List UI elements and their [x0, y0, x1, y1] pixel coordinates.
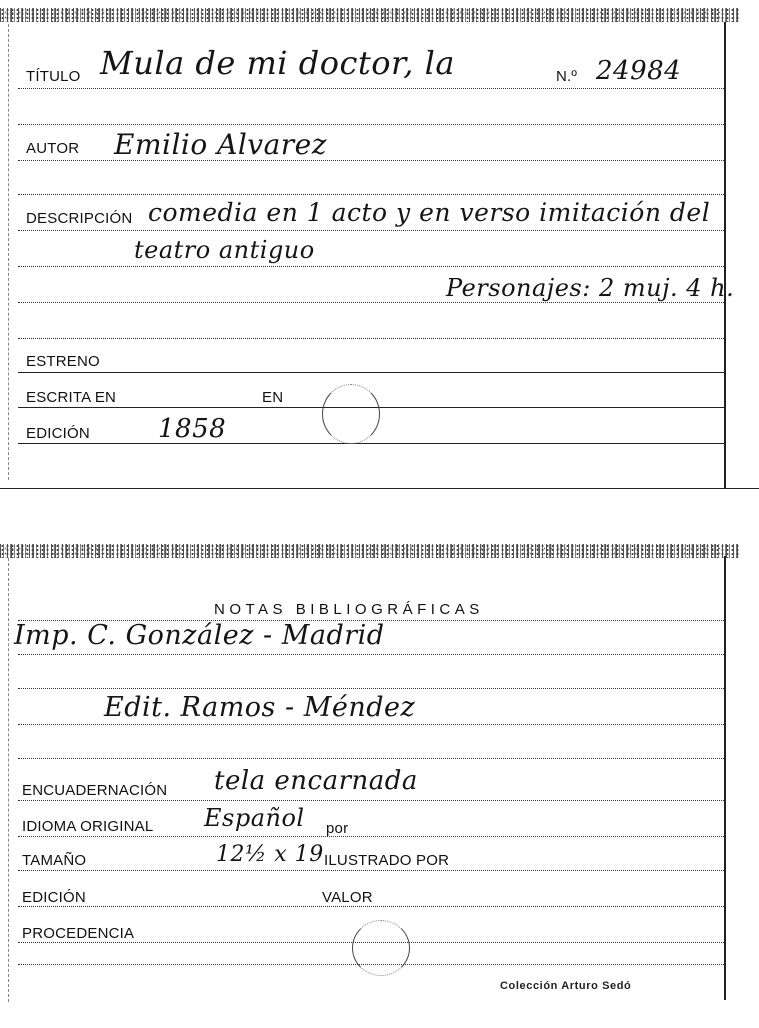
punch-hole-mark — [322, 384, 380, 444]
autor-value: Emilio Alvarez — [114, 128, 328, 161]
en-label: EN — [262, 389, 284, 406]
rule-edicion-2 — [18, 906, 724, 907]
descripcion-label: DESCRIPCIÓN — [26, 210, 133, 227]
edicion-label: EDICIÓN — [26, 425, 90, 442]
card-right-edge — [724, 22, 726, 488]
tamano-value: 12½ x 19 — [216, 842, 324, 867]
rule-estreno — [18, 372, 724, 373]
rule-blank-4 — [18, 338, 724, 339]
personajes-note: Personajes: 2 muj. 4 h. — [446, 274, 735, 302]
rule-descripcion-2 — [18, 266, 724, 267]
rule-titulo — [18, 88, 724, 89]
notas-line2: Edit. Ramos - Méndez — [104, 692, 416, 723]
escrita-label: ESCRITA EN — [26, 389, 117, 406]
rule-tamano — [18, 870, 724, 871]
rule-blank-1 — [18, 124, 724, 125]
card-top-edge — [0, 8, 740, 22]
edicion-label-2: EDICIÓN — [22, 889, 86, 906]
numero-label: N.º — [556, 68, 578, 85]
titulo-label: TÍTULO — [26, 68, 81, 85]
encuadernacion-label: ENCUADERNACIÓN — [22, 782, 168, 799]
ilustrado-label: ILUSTRADO POR — [324, 852, 450, 869]
titulo-value: Mula de mi doctor, la — [100, 44, 455, 82]
descripcion-line1: comedia en 1 acto y en verso imitación del — [148, 198, 711, 227]
collection-credit: Colección Arturo Sedó — [500, 980, 632, 992]
idioma-label: IDIOMA ORIGINAL — [22, 818, 154, 835]
tamano-label: TAMAÑO — [22, 852, 87, 869]
card-left-edge-2 — [8, 558, 9, 1002]
idioma-value: Español — [204, 804, 305, 832]
rule-blank-3 — [18, 302, 724, 303]
catalog-card-back — [0, 540, 740, 1010]
edicion-value: 1858 — [158, 414, 227, 444]
autor-label: AUTOR — [26, 140, 80, 157]
notas-line1: Imp. C. González - Madrid — [14, 620, 385, 651]
procedencia-label: PROCEDENCIA — [22, 925, 135, 942]
rule-descripcion — [18, 230, 724, 231]
rule-autor — [18, 160, 724, 161]
catalog-card-front — [0, 0, 740, 488]
card-divider — [0, 488, 759, 489]
rule-edicion — [18, 443, 724, 444]
por-label: por — [326, 820, 349, 837]
estreno-label: ESTRENO — [26, 353, 100, 370]
rule-idioma — [18, 836, 724, 837]
card-right-edge-2 — [724, 556, 726, 1000]
punch-hole-mark-2 — [352, 920, 410, 976]
card-left-edge — [8, 24, 9, 480]
notas-heading: NOTAS BIBLIOGRÁFICAS — [214, 601, 484, 618]
rule-notas-1 — [18, 654, 724, 655]
descripcion-line2: teatro antiguo — [134, 236, 315, 264]
encuadernacion-value: tela encarnada — [214, 766, 418, 796]
rule-encuadernacion — [18, 800, 724, 801]
card-top-edge-2 — [0, 544, 740, 558]
rule-notas-4 — [18, 758, 724, 759]
rule-blank-2 — [18, 194, 724, 195]
valor-label: VALOR — [322, 889, 373, 906]
rule-notas-2 — [18, 688, 724, 689]
rule-notas-3 — [18, 724, 724, 725]
numero-value: 24984 — [596, 56, 682, 86]
